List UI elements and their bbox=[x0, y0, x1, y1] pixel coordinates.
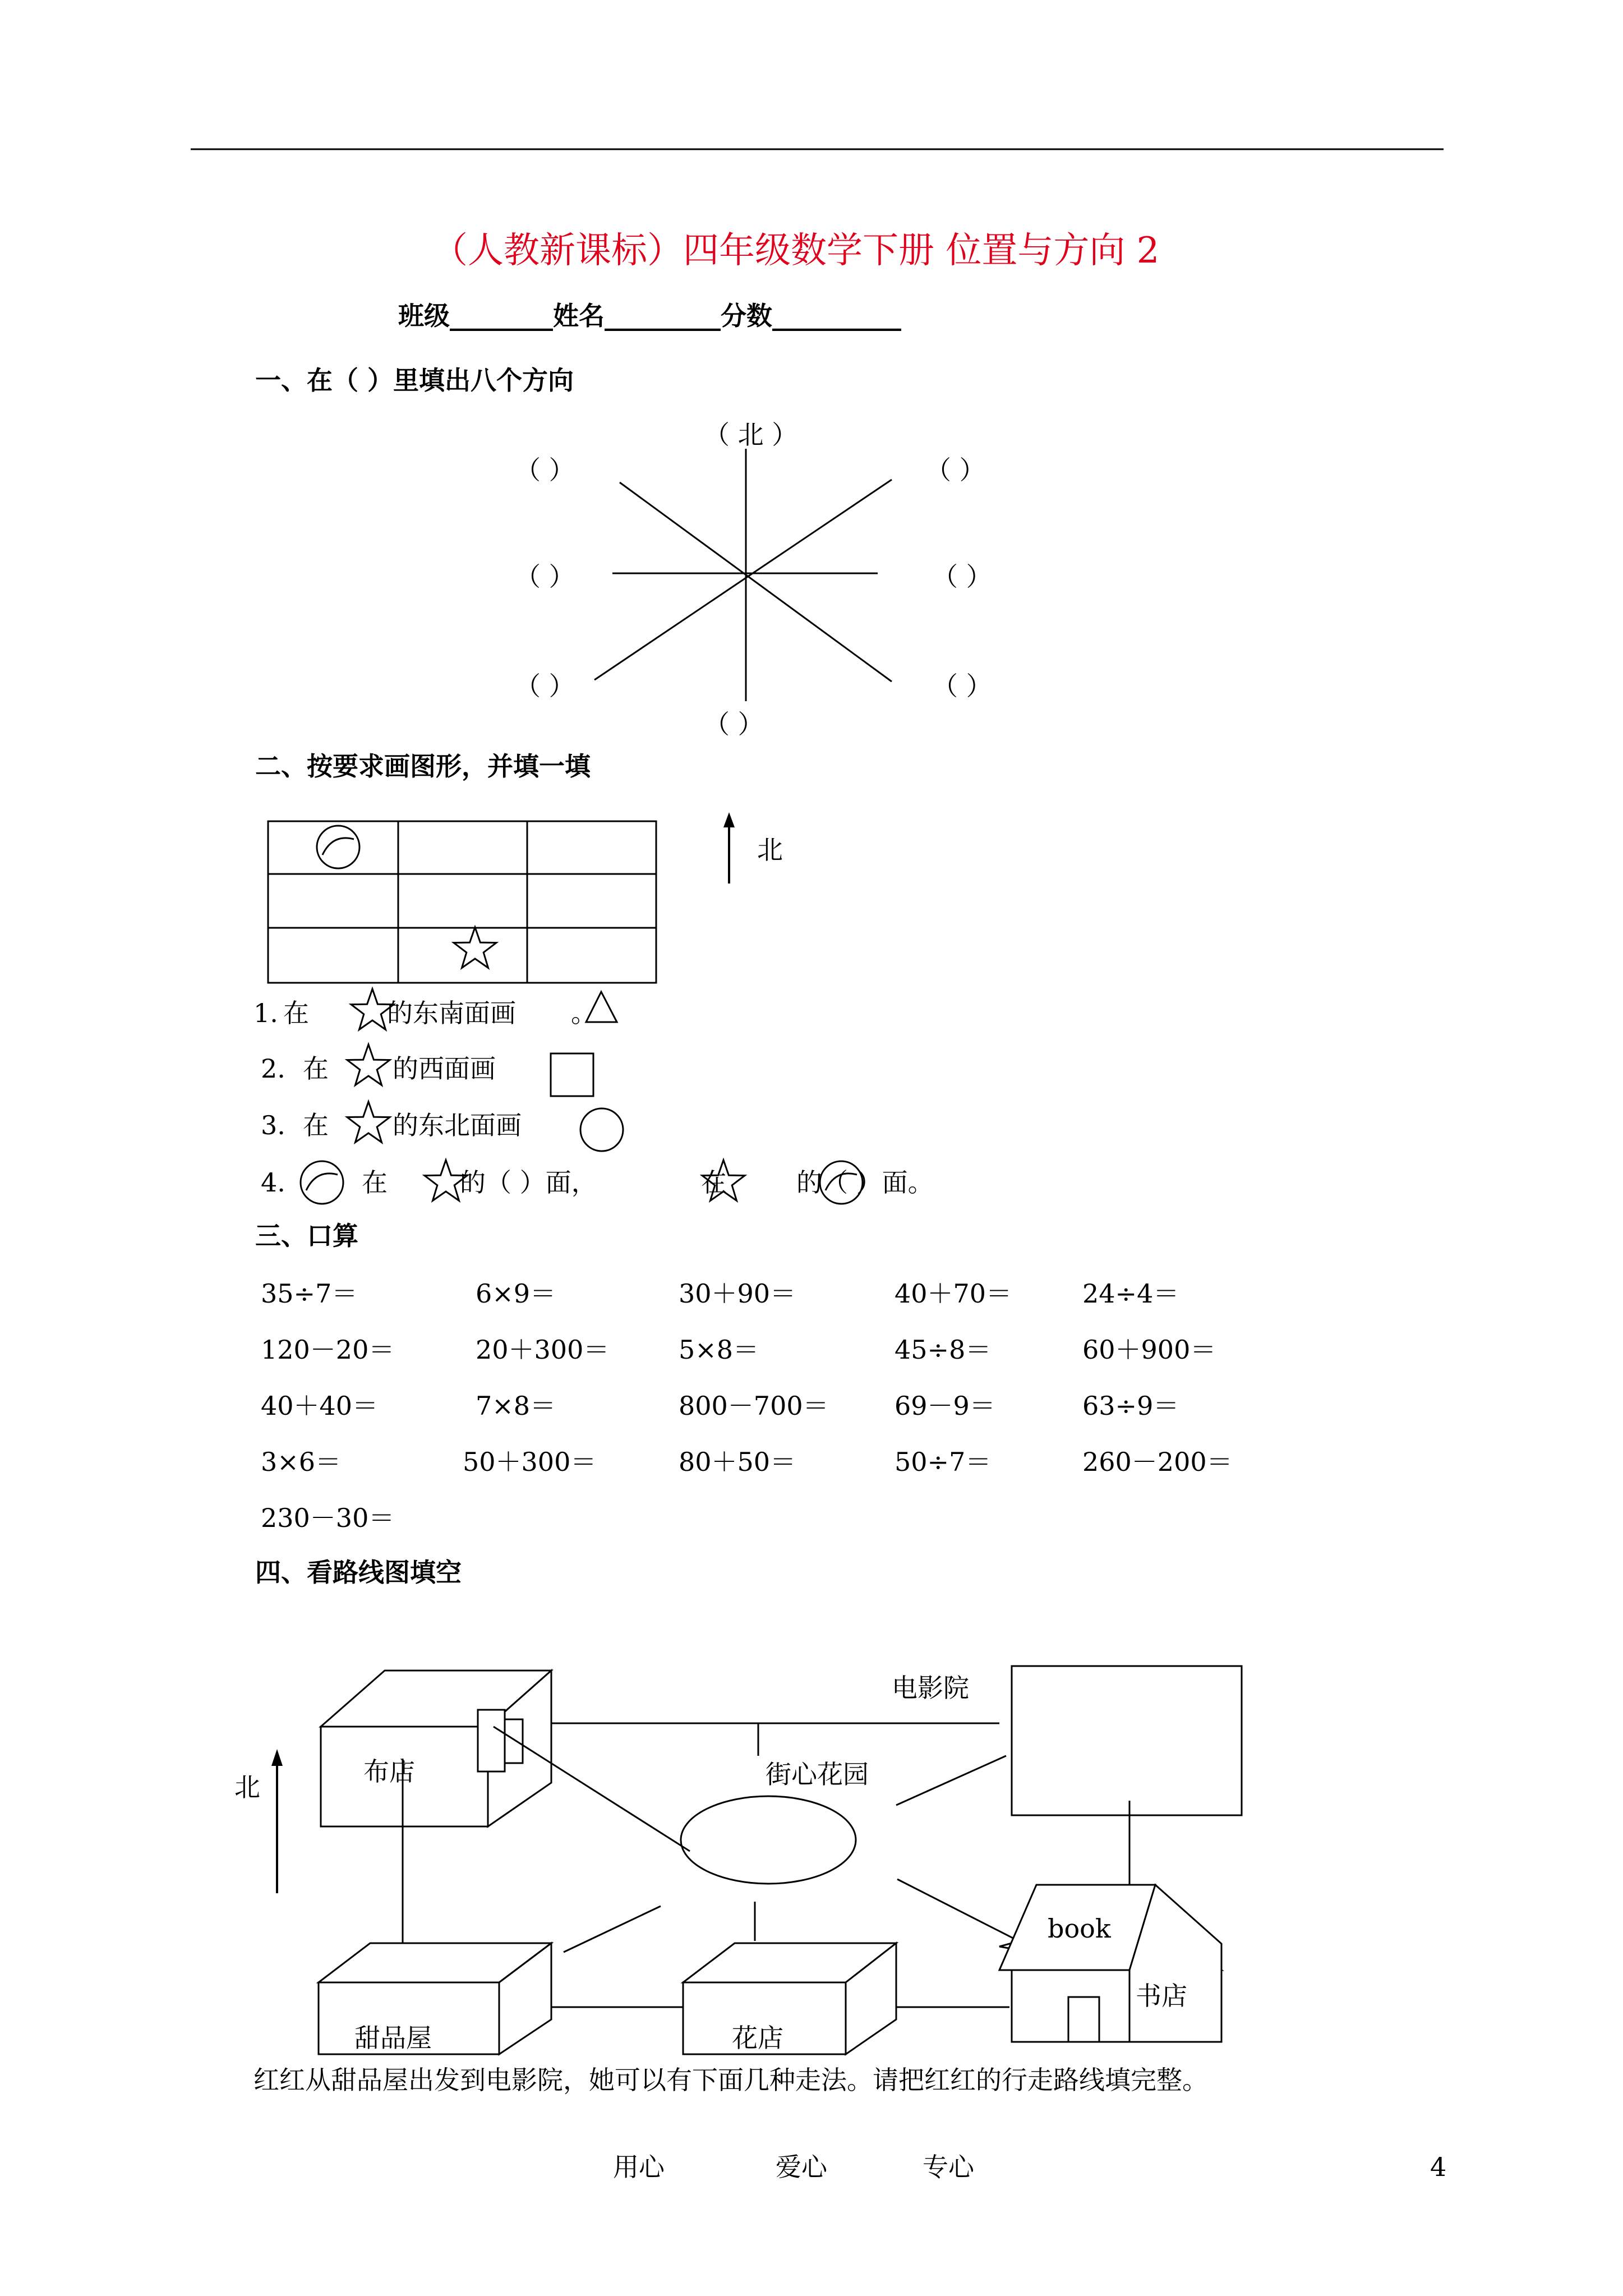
section1-heading: 一、在（ ）里填出八个方向 bbox=[255, 365, 574, 395]
student-info-line: 班级________姓名_________分数__________ bbox=[398, 301, 901, 331]
q4-text-a: 在 bbox=[362, 1167, 388, 1198]
bookstore-house bbox=[999, 1885, 1221, 2042]
sweet-shop-house bbox=[319, 1943, 551, 2054]
q2-star-icon bbox=[347, 1045, 390, 1085]
footer-motto-3: 专心 bbox=[923, 2152, 974, 2182]
compass-label-east: （ ） bbox=[932, 562, 992, 592]
calc-item: 50÷7＝ bbox=[895, 1447, 992, 1477]
star-icon bbox=[454, 927, 496, 968]
calc-item: 63÷9＝ bbox=[1082, 1391, 1179, 1421]
q2-text-a: 在 bbox=[303, 1053, 329, 1084]
calc-item: 6×9＝ bbox=[476, 1278, 556, 1309]
north-arrow-icon bbox=[723, 812, 735, 884]
q4-text-c: 在 bbox=[701, 1167, 727, 1198]
calc-item: 35÷7＝ bbox=[261, 1278, 358, 1309]
bookstore-label: 书店 bbox=[1136, 1981, 1187, 2011]
route-prompt: 红红从甜品屋出发到电影院，她可以有下面几种走法。请把红红的行走路线填完整。 bbox=[253, 2065, 1208, 2095]
calc-item: 69－9＝ bbox=[895, 1391, 995, 1421]
calc-item: 20＋300＝ bbox=[476, 1335, 610, 1365]
page-title: （人教新课标）四年级数学下册 位置与方向 2 bbox=[432, 230, 1160, 272]
q4-text-d: 的（ ）面。 bbox=[796, 1167, 934, 1198]
compass-label-northeast: （ ） bbox=[925, 455, 985, 485]
q1-text-c: 。 bbox=[571, 998, 597, 1028]
q4-number: 4. bbox=[261, 1167, 285, 1198]
flower-shop-label: 花店 bbox=[732, 2023, 783, 2053]
circle-icon bbox=[580, 1108, 623, 1151]
calc-item: 120－20＝ bbox=[261, 1335, 395, 1365]
section4-heading: 四、看路线图填空 bbox=[255, 1557, 462, 1588]
book-sign: book bbox=[1048, 1913, 1111, 1944]
q1-number: 1. bbox=[253, 998, 278, 1028]
q3-text-a: 在 bbox=[303, 1110, 329, 1140]
calc-item: 800－700＝ bbox=[679, 1391, 829, 1421]
q4-text-b: 的（ ）面， bbox=[460, 1167, 597, 1198]
cloth-shop-house bbox=[321, 1671, 551, 1826]
cinema-label: 电影院 bbox=[892, 1673, 969, 1703]
calc-item: 40＋40＝ bbox=[261, 1391, 379, 1421]
footer-motto-2: 爱心 bbox=[776, 2152, 827, 2182]
q2-number: 2. bbox=[261, 1053, 285, 1084]
q4-ball-icon bbox=[301, 1161, 343, 1204]
compass-label-west: （ ） bbox=[515, 562, 575, 592]
flower-shop-house bbox=[683, 1943, 896, 2054]
square-icon bbox=[551, 1053, 593, 1096]
garden-label: 街心花园 bbox=[766, 1759, 869, 1789]
calc-item: 5×8＝ bbox=[679, 1335, 759, 1365]
calc-item: 3×6＝ bbox=[261, 1447, 342, 1477]
calc-item: 260－200＝ bbox=[1082, 1447, 1233, 1477]
map-north-label: 北 bbox=[234, 1772, 260, 1802]
q3-star-icon bbox=[347, 1102, 390, 1142]
calc-item: 30＋90＝ bbox=[679, 1278, 796, 1309]
calc-item: 45÷8＝ bbox=[895, 1335, 992, 1365]
compass-label-southeast: （ ） bbox=[932, 671, 992, 701]
cloth-shop-label: 布店 bbox=[363, 1756, 415, 1787]
footer-motto-1: 用心 bbox=[613, 2152, 665, 2182]
ball-icon bbox=[317, 826, 359, 868]
q1-text-a: 在 bbox=[283, 998, 309, 1028]
calc-item: 80＋50＝ bbox=[679, 1447, 796, 1477]
garden-ellipse bbox=[681, 1796, 856, 1884]
position-grid bbox=[268, 821, 656, 983]
q1-text-b: 的东南面画 bbox=[387, 998, 516, 1028]
calc-item: 7×8＝ bbox=[476, 1391, 556, 1421]
calc-item: 24÷4＝ bbox=[1082, 1278, 1179, 1309]
page-number: 4 bbox=[1430, 2152, 1447, 2182]
calc-item: 40＋70＝ bbox=[895, 1278, 1012, 1309]
q3-text-b: 的东北面画 bbox=[393, 1110, 522, 1140]
section2-heading: 二、按要求画图形，并填一填 bbox=[255, 751, 591, 781]
sweet-shop-label: 甜品屋 bbox=[354, 2023, 432, 2053]
compass-label-northwest: （ ） bbox=[515, 455, 575, 485]
north-label: 北 bbox=[757, 835, 783, 865]
section3-heading: 三、口算 bbox=[255, 1221, 358, 1251]
calc-item: 60＋900＝ bbox=[1082, 1335, 1216, 1365]
compass-rose bbox=[594, 449, 892, 701]
compass-label-southwest: （ ） bbox=[515, 671, 575, 701]
compass-label-south: （ ） bbox=[704, 709, 764, 739]
calc-item: 50＋300＝ bbox=[463, 1447, 597, 1477]
route-map bbox=[271, 1666, 1242, 2054]
calc-item: 230－30＝ bbox=[261, 1503, 395, 1533]
cinema-building bbox=[1012, 1666, 1242, 1815]
q2-text-b: 的西面画 bbox=[393, 1053, 496, 1084]
q3-number: 3. bbox=[261, 1110, 285, 1140]
compass-label-north: （ 北 ） bbox=[704, 420, 798, 450]
